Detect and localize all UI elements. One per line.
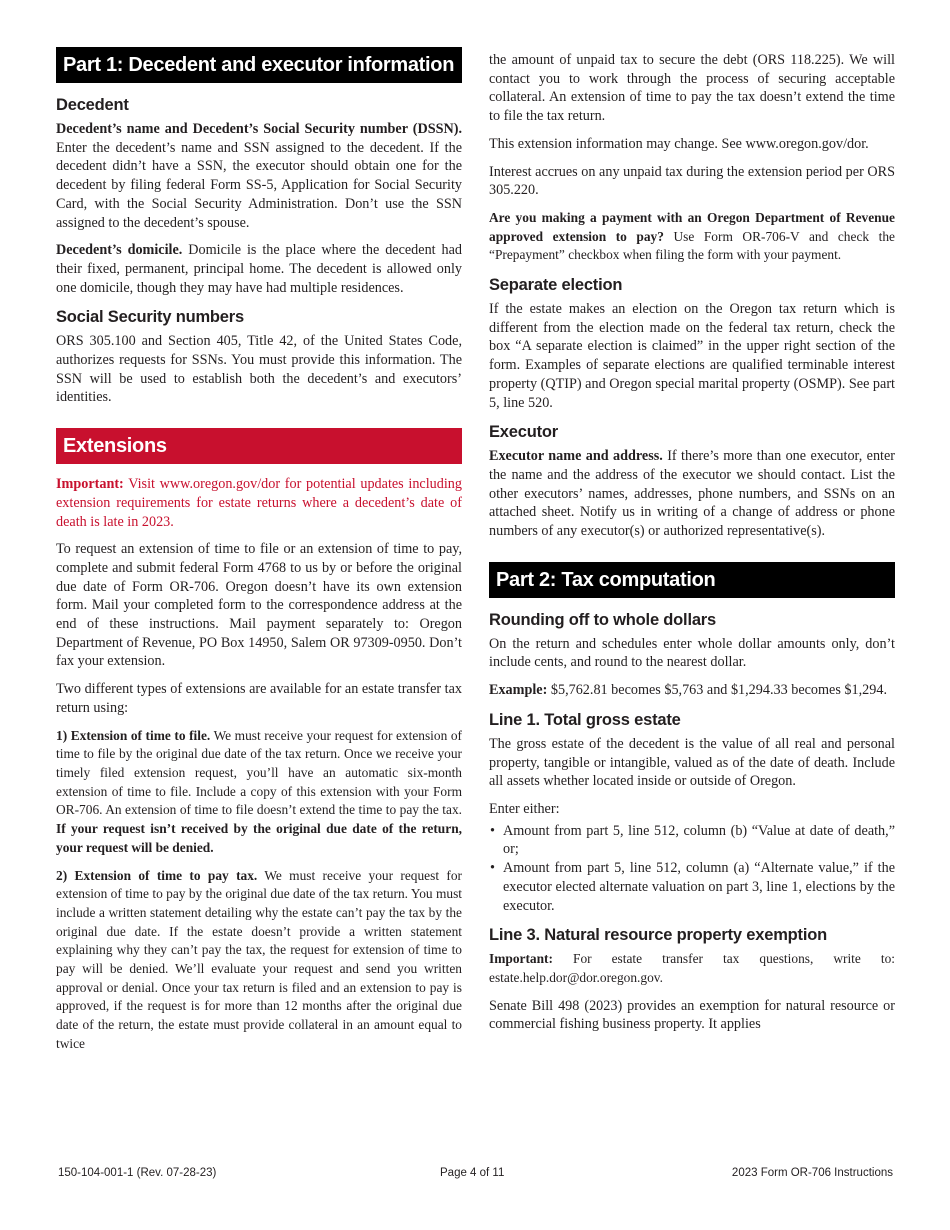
bullet-icon: • [490, 860, 495, 877]
line3-important-body: For estate transfer tax questions, write to: estate.help.dor@dor.oregon.gov. [489, 951, 895, 985]
list-item [489, 859, 895, 915]
extension-file-body: We must receive your request for extension of time to file by the original due date of the tax return. Once we receive your timely filed extension request, you’ll have an automatic six-month extension of time to file. Include a copy of this extension with your Form OR-706. An extension of time to file doesn’t extend the time to pay the tax. [56, 727, 462, 818]
line1-paragraph: The gross estate of the decedent is the value of all real and personal property, tangible or intangible, valued as of the date of death. Include all assets whether located inside or outside of Oregon. [489, 735, 895, 790]
example-paragraph [489, 681, 895, 700]
bullet-text: Amount from part 5, line 512, column (a) “Alternate value,” if the executor elected alternate valuation on part 3, line 1, elections by the executor. [503, 860, 895, 914]
interest-paragraph: Interest accrues on any unpaid tax during the extension period per ORS 305.220. [489, 163, 895, 199]
line3-important-lead: Important: [489, 951, 553, 967]
executor-paragraph [489, 447, 895, 541]
rounding-paragraph: On the return and schedules enter whole dollar amounts only, don’t include cents, and round to the nearest dollar. [489, 635, 895, 671]
example-lead: Example: [489, 682, 548, 699]
request-extension-paragraph: To request an extension of time to file or an extension of time to pay, complete and submit federal Form 4768 to us by or before the original due date of Form OR-706. Oregon doesn’t have its own extension form. Mail your completed form to the correspondence address at the end of these instructions. Mail payment separately to: Oregon Department of Revenue, PO Box 14950, Salem OR 97309-0950. Don’t fax your extension. [56, 541, 462, 670]
line1-heading: Line 1. Total gross estate [489, 710, 681, 729]
extension-file-bold-end: If your request isn’t received by the original due date of the return, your request will be denied. [56, 821, 462, 855]
right-column [489, 51, 895, 1043]
two-types-paragraph: Two different types of extensions are available for an estate transfer tax return using: [56, 681, 462, 716]
extensions-heading: Extensions [56, 428, 462, 464]
enter-either-label: Enter either: [489, 800, 560, 817]
left-column [56, 47, 462, 1063]
part2-heading: Part 2: Tax computation [489, 562, 895, 598]
decedent-name-lead: Decedent’s name and Decedent’s Social Security number (DSSN). [56, 121, 462, 137]
extension-pay-lead: 2) Extension of time to pay tax. [56, 867, 258, 883]
executor-body: If there’s more than one executor, enter the name and the address of the executor we should contact. List the other executors’ names, addresses, phone numbers, and SSNs on an attached sheet. Notify us in writing of a change of address or phone numbers of any executor(s) or authorized representative(s). [489, 448, 895, 540]
extension-pay-paragraph [56, 867, 462, 1054]
extension-file-lead: 1) Extension of time to file. [56, 727, 211, 743]
bullet-icon: • [490, 822, 495, 839]
list-item [489, 822, 895, 859]
payment-body: Use Form OR-706-V and check the “Prepayment” checkbox when filing the form with your payment. [489, 228, 895, 263]
extensions-important-lead: Important: [56, 476, 124, 493]
footer-form-number: 150-104-001-1 (Rev. 07-28-23) [58, 1167, 217, 1179]
rounding-heading: Rounding off to whole dollars [489, 610, 717, 629]
line3-important-paragraph [489, 950, 895, 987]
extension-file-paragraph [56, 727, 462, 858]
extension-pay-body: We must receive your request for extension of time to pay by the original due date of the tax return. You must include a written statement detailing why the estate can’t pay the tax by the original due date. If the estate doesn’t provide a written statement explaining why they can’t pay the tax, the request for extension of time to pay will be denied. We’ll evaluate your request and send you written approval or denial. Once your tax return is filed and an extension to pay is approved, if the request is for more than 12 months after the original due date of the return, the estate must provide collateral in an amount equal to twice [56, 867, 462, 1051]
payment-paragraph [489, 209, 895, 265]
extension-change-paragraph: This extension information may change. See www.oregon.gov/dor. [489, 135, 869, 152]
payment-lead: Are you making a payment with an Oregon Department of Revenue approved extension to pay? [489, 209, 895, 244]
footer-title: 2023 Form OR-706 Instructions [731, 1167, 893, 1179]
senate-bill-paragraph: Senate Bill 498 (2023) provides an exemption for natural resource or commercial fishing business property. It applies [489, 997, 895, 1033]
extensions-important-paragraph [56, 475, 462, 531]
decedent-heading: Decedent [56, 96, 129, 114]
extensions-important-body: Visit www.oregon.gov/dor for potential updates including extension requirements for estate returns where a decedent’s date of death is late in 2023. [56, 476, 462, 530]
bullet-text: Amount from part 5, line 512, column (b) “Value at date of death,” or; [503, 822, 895, 858]
decedent-name-body: Enter the decedent’s name and SSN assigned to the decedent. If the decedent didn’t have a SSN, the executor should obtain one for the decedent by filing federal Form SS-5, Application for Social Security Card, with the Social Security Administration. Don’t use the SSN assigned to the decedent’s spouse. [56, 139, 462, 231]
separate-election-paragraph: If the estate makes an election on the Oregon tax return which is different from the election made on the federal tax return, check the box “A separate election is claimed” in the upper right section of the form. Examples of separate elections are qualified terminable interest property (QTIP) and Oregon special marital property (OSMP). See part 5, line 520. [489, 301, 895, 411]
part1-heading: Part 1: Decedent and executor information [56, 47, 462, 83]
footer-page-number: Page 4 of 11 [440, 1167, 505, 1179]
separate-election-heading: Separate election [489, 276, 623, 295]
domicile-paragraph [56, 241, 462, 297]
ssn-heading: Social Security numbers [56, 308, 244, 327]
line3-heading: Line 3. Natural resource property exemption [489, 926, 827, 945]
domicile-lead: Decedent’s domicile. [56, 242, 183, 259]
continuation-paragraph: the amount of unpaid tax to secure the debt (ORS 118.225). We will contact you to work through the process of securing acceptable collateral. An extension of time to pay the tax doesn’t extend the time to file the tax return. [489, 52, 895, 125]
executor-heading: Executor [489, 423, 559, 442]
decedent-name-paragraph [56, 120, 462, 232]
example-body: $5,762.81 becomes $5,763 and $1,294.33 becomes $1,294. [547, 682, 887, 699]
ssn-paragraph: ORS 305.100 and Section 405, Title 42, of the United States Code, authorizes requests for SSNs. You must provide this information. The SSN will be used to establish both the decedent’s and executors’ identities. [56, 333, 462, 406]
executor-lead: Executor name and address. [489, 448, 663, 465]
line1-bullet-list [489, 822, 895, 916]
domicile-body: Domicile is the place where the decedent had their fixed, permanent, principal home. The decedent is allowed only one domicile, though they may have had multiple residences. [56, 242, 462, 296]
